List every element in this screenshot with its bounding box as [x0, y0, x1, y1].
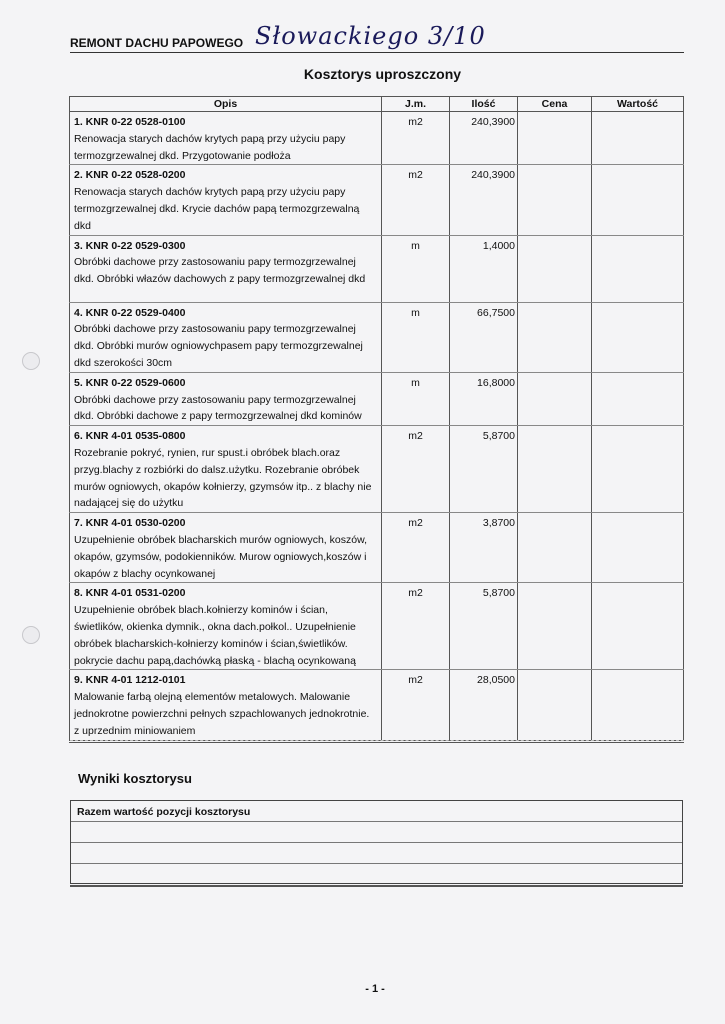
row-value [592, 112, 684, 165]
row-quantity: 240,3900 [450, 112, 518, 165]
column-header-cena: Cena [518, 97, 592, 112]
row-quantity: 240,3900 [450, 165, 518, 235]
row-value [592, 372, 684, 425]
row-code: 4. KNR 0-22 0529-0400 [74, 306, 186, 319]
row-price [518, 235, 592, 302]
row-desc-text: Obróbki dachowe przy zastosowaniu papy termozgrzewalnej dkd. Obróbki dachowe z papy termozgrzewalnej dkd kominów [74, 393, 362, 423]
header-rule [70, 52, 684, 53]
row-quantity: 3,8700 [450, 513, 518, 583]
row-desc-text: Uzupełnienie obróbek blacharskich murów ogniowych, koszów, okapów, gzymsów, podokienników. Murow ogniowych,koszów i okapów z blachy ocynkowanej [74, 533, 367, 580]
page-number: - 1 - [365, 983, 385, 995]
row-code: 5. KNR 0-22 0529-0600 [74, 376, 186, 389]
row-description [70, 235, 382, 302]
row-price [518, 426, 592, 513]
row-quantity: 5,8700 [450, 583, 518, 670]
results-row-divider [71, 842, 682, 843]
row-price [518, 112, 592, 165]
table-row [70, 302, 684, 372]
row-code: 2. KNR 0-22 0528-0200 [74, 169, 186, 182]
row-desc-text: Obróbki dachowe przy zastosowaniu papy termozgrzewalnej dkd. Obróbki murów ogniowychpasem papy termozgrzewalnej dkd szerokości 30cm [74, 323, 363, 369]
row-code: 9. KNR 4-01 1212-0101 [74, 674, 186, 687]
row-code: 6. KNR 4-01 0535-0800 [74, 430, 186, 443]
row-unit: m2 [382, 670, 450, 741]
row-value [592, 670, 684, 741]
handwritten-address: Słowackiego 3/10 [255, 22, 486, 50]
row-code: 7. KNR 4-01 0530-0200 [74, 517, 186, 530]
table-row [70, 112, 684, 165]
table-row [70, 670, 684, 741]
row-unit: m2 [382, 583, 450, 670]
row-description [70, 513, 382, 583]
column-header-ilosc: Ilość [450, 97, 518, 112]
table-header-row [70, 97, 684, 112]
row-value [592, 165, 684, 235]
table-row [70, 372, 684, 425]
results-box [70, 800, 683, 884]
results-row-divider [71, 821, 682, 822]
row-value [592, 426, 684, 513]
row-description [70, 302, 382, 372]
table-row [70, 235, 684, 302]
row-quantity: 5,8700 [450, 426, 518, 513]
table-row [70, 583, 684, 670]
row-unit: m [382, 302, 450, 372]
row-unit: m2 [382, 513, 450, 583]
row-description [70, 670, 382, 741]
punch-hole [22, 352, 40, 370]
row-unit: m [382, 372, 450, 425]
row-quantity: 16,8000 [450, 372, 518, 425]
project-title: REMONT DACHU PAPOWEGO [70, 36, 244, 50]
row-desc-text: Obróbki dachowe przy zastosowaniu papy termozgrzewalnej dkd. Obróbki włazów dachowych z papy termozgrzewalnej dkd [74, 256, 366, 286]
results-bottom-rule [70, 885, 683, 887]
row-value [592, 513, 684, 583]
row-price [518, 165, 592, 235]
row-value [592, 583, 684, 670]
dashed-separator [70, 740, 684, 741]
row-quantity: 66,7500 [450, 302, 518, 372]
row-unit: m2 [382, 112, 450, 165]
row-price [518, 513, 592, 583]
row-description [70, 112, 382, 165]
punch-hole [22, 626, 40, 644]
column-header-opis: Opis [70, 97, 382, 112]
row-quantity: 1,4000 [450, 235, 518, 302]
column-header-wartosc: Wartość [592, 97, 684, 112]
total-value-label: Razem wartość pozycji kosztorysu [77, 806, 251, 818]
row-desc-text: Uzupełnienie obróbek blach.kołnierzy kominów i ścian, świetlików, okienka dymnik., okna dach.połkol.. Uzupełnienie obróbek blacharskich-kołnierzy kominów i ścian,świetlików. pokrycie dachu papą,dachówką płaską - blachą ocynkowaną [74, 604, 356, 667]
cost-estimate-table [69, 96, 684, 743]
row-price [518, 583, 592, 670]
row-desc-text: Rozebranie pokryć, rynien, rur spust.i obróbek blach.oraz przyg.blachy z rozbiórki do dalsz.użytku. Rozebranie obróbek murów ogniowych, okapów kołnierzy, gzymsów itp.. z blachy nie nadającej się do użytku [74, 446, 372, 510]
row-description [70, 165, 382, 235]
row-quantity: 28,0500 [450, 670, 518, 741]
row-price [518, 670, 592, 741]
row-desc-text: Malowanie farbą olejną elementów metalowych. Malowanie jednokrotne powierzchni pełnych szpachlowanych jednokrotnie. z uprzednim miniowaniem [74, 691, 370, 737]
document-title: Kosztorys uproszczony [303, 66, 462, 82]
row-code: 3. KNR 0-22 0529-0300 [74, 239, 186, 252]
row-desc-text: Renowacja starych dachów krytych papą przy użyciu papy termozgrzewalnej dkd. Przygotowanie podłoża [74, 132, 346, 162]
column-header-jm: J.m. [382, 97, 450, 112]
row-value [592, 235, 684, 302]
row-code: 1. KNR 0-22 0528-0100 [74, 116, 186, 128]
row-unit: m [382, 235, 450, 302]
results-heading: Wyniki kosztorysu [78, 771, 192, 786]
table-row [70, 165, 684, 235]
row-description [70, 372, 382, 425]
results-row-divider [71, 863, 682, 864]
table-row [70, 426, 684, 513]
row-value [592, 302, 684, 372]
row-description [70, 426, 382, 513]
row-description [70, 583, 382, 670]
row-code: 8. KNR 4-01 0531-0200 [74, 587, 186, 600]
table-row [70, 513, 684, 583]
row-unit: m2 [382, 426, 450, 513]
row-price [518, 372, 592, 425]
row-desc-text: Renowacja starych dachów krytych papą przy użyciu papy termozgrzewalnej dkd. Krycie dachów papą termozgrzewalną dkd [74, 186, 360, 232]
row-price [518, 302, 592, 372]
row-unit: m2 [382, 165, 450, 235]
